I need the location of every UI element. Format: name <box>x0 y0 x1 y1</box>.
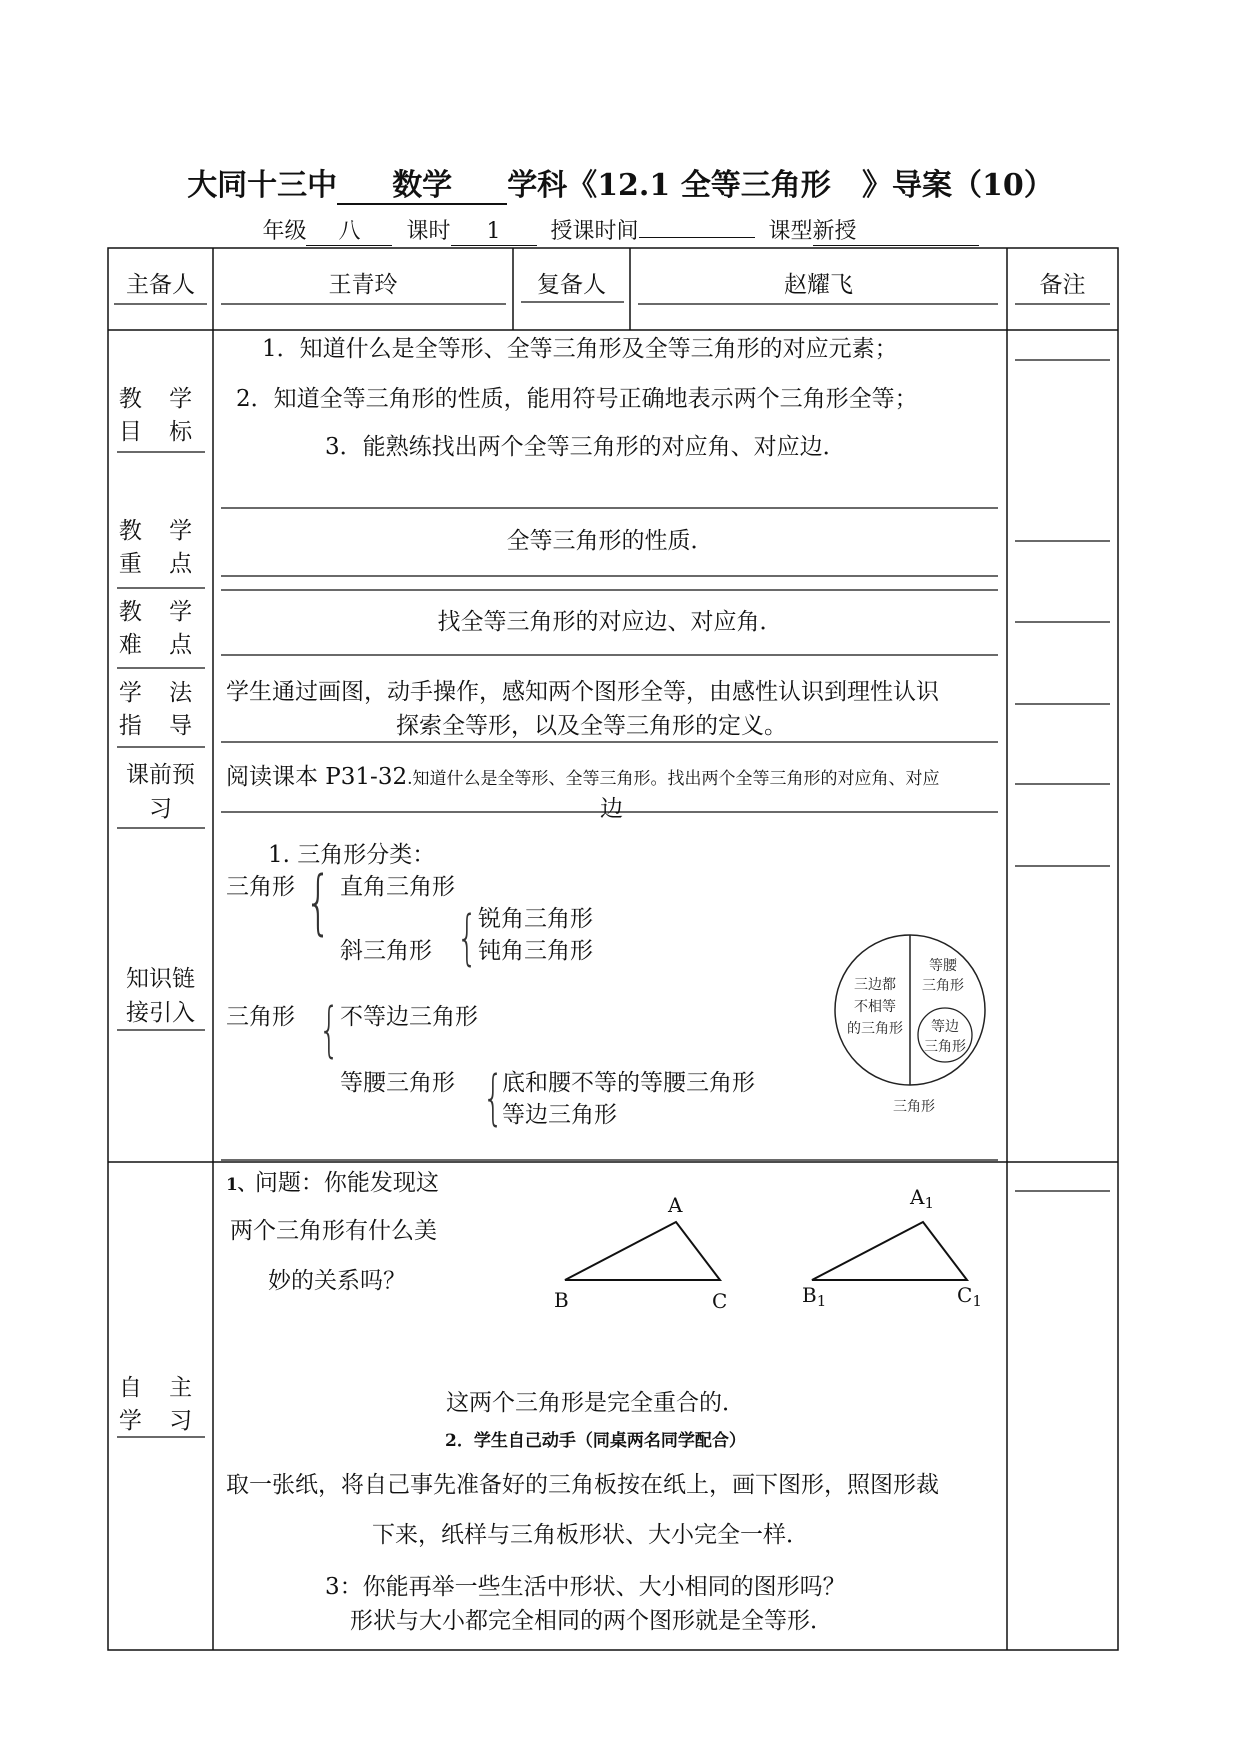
method-line-1: 学生通过画图，动手操作，感知两个图形全等，由感性认识到理性认识 <box>226 679 939 705</box>
time-label: 授课时间 <box>550 219 639 244</box>
venn-left-2: 不相等 <box>854 999 896 1015</box>
q1-number: 1、 <box>226 1175 255 1195</box>
brace-icon: { <box>482 1063 504 1133</box>
vertex-a1: $A_1$ <box>910 1185 934 1212</box>
second-preparer-name: 赵耀飞 <box>784 272 853 298</box>
goals-label: 教 学 目 标 <box>118 386 203 445</box>
venn-equilateral-2: 三角形 <box>924 1039 966 1055</box>
q3-line-1: 3：你能再举一些生活中形状、大小相同的图形吗？ <box>325 1574 846 1600</box>
goal-item-2: 2．知道全等三角形的性质，能用符号正确地表示两个三角形全等； <box>236 386 918 412</box>
classification-heading: 1. 三角形分类： <box>268 842 436 868</box>
q1-line-2: 两个三角形有什么美 <box>230 1218 437 1244</box>
key-points-text: 全等三角形的性质． <box>506 528 714 554</box>
period-value: 1 <box>451 219 537 246</box>
vertex-c: C <box>712 1289 728 1313</box>
q1-line-1: 问题：你能发现这 <box>254 1170 439 1196</box>
answer-1: 这两个三角形是完全重合的． <box>446 1390 745 1416</box>
venn-left-1: 三边都 <box>854 977 896 993</box>
isosceles-triangle: 等腰三角形 <box>340 1070 455 1096</box>
main-preparer-name: 王青玲 <box>328 272 398 298</box>
scalene-triangle: 不等边三角形 <box>340 1004 478 1030</box>
venn-caption: 三角形 <box>893 1099 935 1115</box>
q2-title: 2．学生自己动手（同桌两名同学配合） <box>445 1431 746 1451</box>
difficulties-text: 找全等三角形的对应边、对应角． <box>437 609 783 635</box>
venn-equilateral-1: 等边 <box>931 1019 959 1035</box>
vertex-a: A <box>668 1193 683 1217</box>
preview-label: 课前预 习 <box>126 762 195 822</box>
triangle-abc <box>565 1222 720 1280</box>
school-name: 大同十三中 <box>187 168 338 203</box>
q2-line-1: 取一张纸，将自己事先准备好的三角板按在纸上，画下图形，照图形裁 <box>226 1472 939 1498</box>
angle-root: 三角形 <box>226 874 295 900</box>
type-value: 新授 <box>813 219 979 246</box>
knowledge-label: 知识链 接引入 <box>126 966 195 1026</box>
lesson-title: 12.1 全等三角形 <box>597 168 831 203</box>
method-label: 学 法 指 导 <box>118 680 203 739</box>
triangle-a1b1c1 <box>812 1222 967 1280</box>
goal-item-3: 3．能熟练找出两个全等三角形的对应角、对应边． <box>325 434 846 460</box>
brace-icon: { <box>456 903 478 973</box>
preview-reading: 阅读课本 P31-32 <box>226 764 408 790</box>
key-points-label: 教 学 重 点 <box>118 518 203 577</box>
venn-left-3: 的三角形 <box>847 1021 903 1037</box>
venn-isosceles-1: 等腰 <box>929 958 957 974</box>
brace-icon: { <box>304 861 332 943</box>
subject-value: 数学 <box>337 169 507 205</box>
side-root: 三角形 <box>226 1004 295 1030</box>
method-line-2: 探索全等形，以及全等三角形的定义。 <box>396 713 787 739</box>
second-preparer-label: 复备人 <box>537 272 606 298</box>
triangles-figure <box>540 1180 1000 1320</box>
period-label: 课时 <box>406 219 451 244</box>
obtuse-triangle: 钝角三角形 <box>478 938 593 964</box>
goal-item-1: 1．知道什么是全等形、全等三角形及全等三角形的对应元素； <box>262 336 898 362</box>
grade-label: 年级 <box>262 219 307 244</box>
preview-text-end: 边 <box>600 796 623 822</box>
notes-label: 备注 <box>1039 272 1086 298</box>
right-triangle: 直角三角形 <box>340 874 455 900</box>
q3-line-2: 形状与大小都完全相同的两个图形就是全等形． <box>350 1608 833 1634</box>
main-preparer-label: 主备人 <box>126 272 195 298</box>
grade-value: 八 <box>306 219 392 246</box>
self-study-label: 自 主 学 习 <box>118 1375 203 1434</box>
vertex-c1: $C_1$ <box>957 1283 982 1310</box>
q2-line-2: 下来，纸样与三角板形状、大小完全一样． <box>372 1522 809 1548</box>
title-suffix: 》导案（10） <box>862 168 1054 203</box>
q1-line-3: 妙的关系吗？ <box>268 1268 406 1294</box>
vertex-b1: $B_1$ <box>802 1283 827 1310</box>
acute-triangle: 锐角三角形 <box>478 906 593 932</box>
brace-icon: { <box>318 995 340 1065</box>
venn-diagram <box>830 925 990 1125</box>
oblique-triangle: 斜三角形 <box>340 938 432 964</box>
difficulties-label: 教 学 难 点 <box>118 599 203 658</box>
type-label: 课型 <box>768 219 813 244</box>
isosceles-unequal: 底和腰不等的等腰三角形 <box>502 1070 755 1096</box>
vertex-b: B <box>554 1288 569 1312</box>
preview-text: .知道什么是全等形、全等三角形。找出两个全等三角形的对应角、对应 <box>407 769 940 789</box>
subject-word: 学科《 <box>507 168 598 203</box>
venn-isosceles-2: 三角形 <box>922 978 964 994</box>
equilateral-triangle: 等边三角形 <box>502 1102 617 1128</box>
